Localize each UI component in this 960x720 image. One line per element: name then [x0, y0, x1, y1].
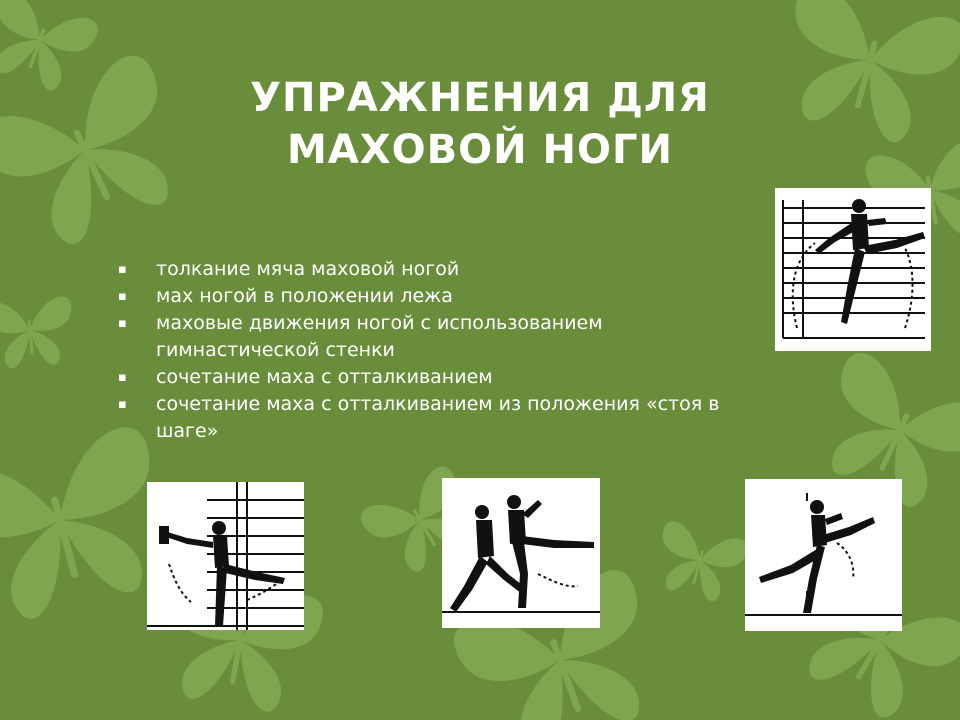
athlete-step-swing-drawing — [745, 479, 902, 631]
bullet-marker: ▪ — [118, 370, 127, 385]
illustration-step-swing — [745, 479, 902, 631]
title-line-1: УПРАЖНЕНИЯ ДЛЯ — [250, 75, 710, 121]
bullet-text: сочетание маха с отталкиванием — [156, 366, 493, 388]
athlete-swing-at-wall-drawing — [147, 482, 304, 630]
illustration-running-swing — [442, 478, 600, 628]
title-line-2: МАХОВОЙ НОГИ — [287, 127, 673, 173]
bullet-text: сочетание маха с отталкиванием из положения «стоя в — [156, 393, 720, 415]
bullet-item — [118, 310, 818, 364]
bullet-item — [118, 391, 818, 445]
bullet-text: толкание мяча маховой ногой — [156, 258, 460, 280]
bullet-marker: ▪ — [118, 397, 127, 412]
illustration-wall-swing — [775, 188, 931, 351]
bullet-text: мах ногой в положении лежа — [156, 285, 453, 307]
bullet-marker: ▪ — [118, 316, 127, 331]
bullet-text-continuation: шаге» — [156, 420, 219, 442]
illustration-standing-swing-wall — [147, 482, 304, 630]
bullet-marker: ▪ — [118, 289, 127, 304]
bullet-text-continuation: гимнастической стенки — [156, 339, 395, 361]
bullet-marker: ▪ — [118, 262, 127, 277]
athlete-wall-swing-drawing — [775, 188, 931, 351]
bullet-item — [118, 364, 818, 391]
bullet-list — [118, 256, 818, 445]
bullet-item — [118, 283, 818, 310]
slide-title — [140, 72, 820, 176]
athletes-running-swing-drawing — [442, 478, 600, 628]
bullet-text: маховые движения ногой с использованием — [156, 312, 603, 334]
bullet-item — [118, 256, 818, 283]
